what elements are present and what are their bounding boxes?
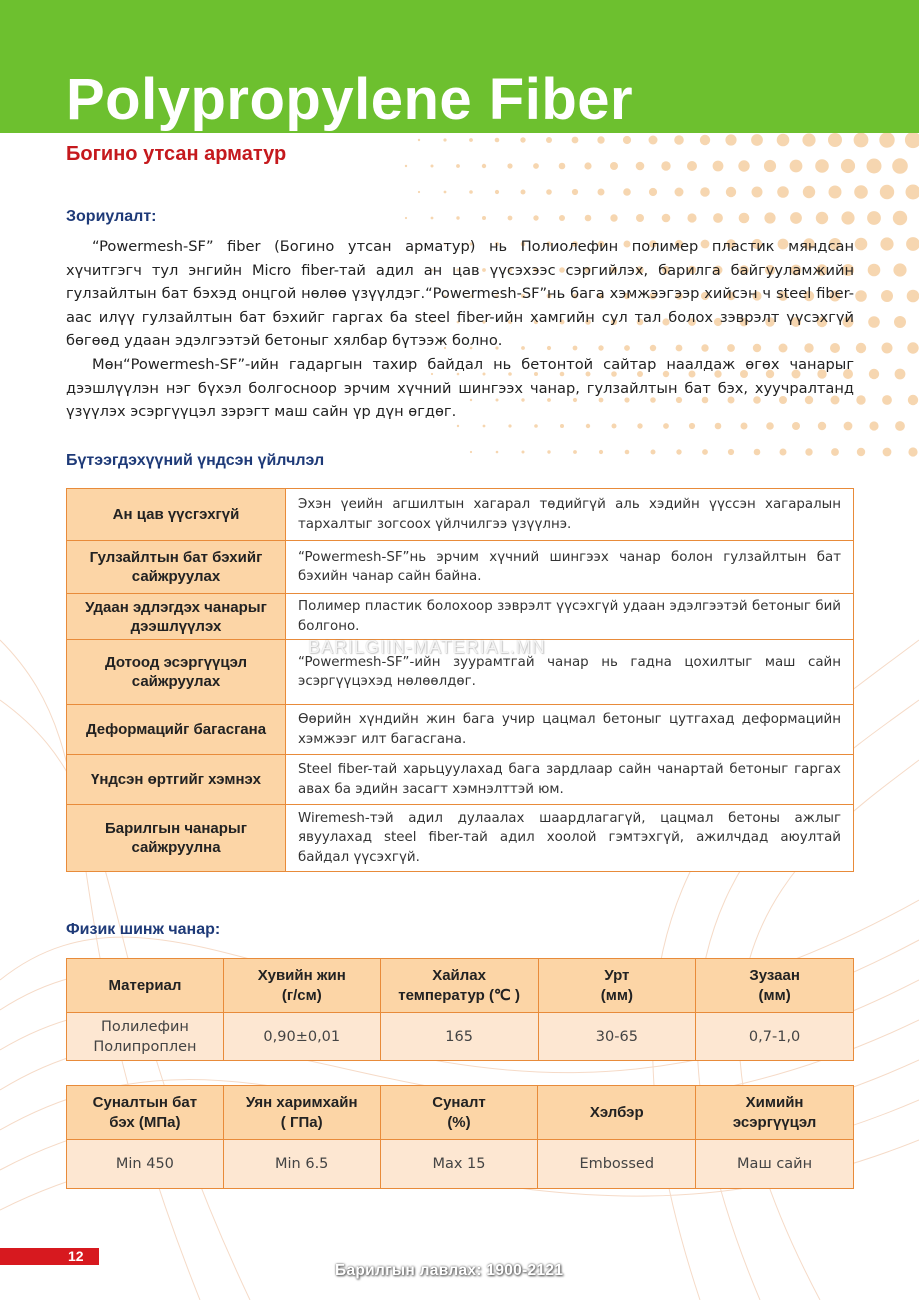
table-row [67, 805, 854, 872]
effects-table [66, 488, 854, 872]
spec-table-1 [66, 958, 854, 1061]
effect-key: Ан цав үүсгэхгүй [67, 489, 286, 541]
column-header: Зузаан (мм) [696, 959, 854, 1013]
watermark: BARILGIIN-MATERIAL.MN [308, 637, 546, 657]
footer-text: Барилгын лавлах: 1900-2121 [335, 1262, 564, 1279]
column-header: Материал [67, 959, 224, 1013]
table-cell: Min 450 [67, 1140, 224, 1189]
spec-table-2 [66, 1085, 854, 1189]
effect-value: Wiremesh-тэй адил дулаалах шаардлагагүй, цацмал бетоны ажлыг явуулахад steel fiber-тай адил хоолой гэмтэхгүй, ажилчдад аюултай байдал үүсэхгүй. [286, 805, 854, 872]
purpose-heading: Зориулалт: [66, 208, 157, 225]
page-title: Polypropylene Fiber [66, 67, 634, 132]
table-row [67, 705, 854, 755]
column-header: Суналтын бат бэх (МПа) [67, 1086, 224, 1140]
table-cell: Полилефин Полипроплен [67, 1013, 224, 1061]
physical-heading: Физик шинж чанар: [66, 921, 221, 938]
column-header: Суналт (%) [380, 1086, 538, 1140]
table-row [67, 755, 854, 805]
table-cell: 30-65 [538, 1013, 696, 1061]
effects-heading: Бүтээгдэхүүний үндсэн үйлчлэл [66, 452, 325, 469]
page-subtitle: Богино утсан арматур [66, 143, 287, 165]
column-header: Хэлбэр [538, 1086, 696, 1140]
page-number: 12 [68, 1248, 84, 1264]
table-cell: 0,90±0,01 [223, 1013, 380, 1061]
table-cell: Маш сайн [696, 1140, 854, 1189]
table-row [67, 489, 854, 541]
effect-key: Гулзайлтын бат бэхийг сайжруулах [67, 541, 286, 594]
column-header: Хайлах температур (℃ ) [380, 959, 538, 1013]
table-row [67, 1140, 854, 1189]
effect-value: Полимер пластик болохоор зэврэлт үүсэхгүй удаан эдэлгээтэй бетоныг бий болгоно. [286, 594, 854, 640]
effect-key: Дотоод эсэргүүцэл сайжруулах [67, 640, 286, 705]
effect-key: Үндсэн өртгийг хэмнэх [67, 755, 286, 805]
table-row [67, 1013, 854, 1061]
table-cell: Embossed [538, 1140, 696, 1189]
effect-value: “Powermesh-SF”-ийн зуурамтгай чанар нь гадна цохилтыг маш сайн эсэргүүцэхэд нөлөөлдөг. [286, 640, 854, 705]
purpose-paragraph-1: “Powermesh-SF” fiber (Богино утсан арматур) нь Полиолефин полимер пластик мяндсан хүчитгэгч тул энгийн Micro fiber-тай адил ан цав үүсэхээс сэргийлэх, барилга байгууламжийн гулзайлтын бат бэхэд онцгой нөлөө үзүүлдэг.“Powermesh-SF”нь бага хэмжээгээр хийсэн ч steel fiber-аас илүү гулзайлтын бат бэхийг гаргах ба steel fiber-ийн хамгийн сул тал болох зэврэлт үүсэхгүй бөгөөд удаан эдэлгээтэй бетоныг хялбар бүтээж болно. [66, 238, 854, 349]
column-header: Урт (мм) [538, 959, 696, 1013]
table-header-row [67, 959, 854, 1013]
effect-key: Барилгын чанарыг сайжруулна [67, 805, 286, 872]
effect-value: Эхэн үеийн агшилтын хагарал төдийгүй аль хэдийн үүссэн хагаралын тархалтыг зогсоох үйлчилгээ үзүүлнэ. [286, 489, 854, 541]
column-header: Химийн эсэргүүцэл [696, 1086, 854, 1140]
column-header: Хувийн жин (г/см) [223, 959, 380, 1013]
table-cell: Min 6.5 [223, 1140, 380, 1189]
table-cell: 0,7-1,0 [696, 1013, 854, 1061]
effect-key: Удаан эдлэгдэх чанарыг дээшлүүлэх [67, 594, 286, 640]
effect-value: Өөрийн хүндийн жин бага учир цацмал бетоныг цутгахад деформацийн хэмжээг илт багасгана. [286, 705, 854, 755]
table-row [67, 541, 854, 594]
table-cell: 165 [380, 1013, 538, 1061]
effect-value: “Powermesh-SF”нь эрчим хүчний шингээх чанар болон гулзайлтын бат бэхийн чанар сайн байна. [286, 541, 854, 594]
column-header: Уян харимхайн ( ГПа) [223, 1086, 380, 1140]
purpose-paragraph-2: Мөн“Powermesh-SF”-ийн гадаргын тахир байдал нь бетонтой сайтар наалдаж өгөх чанарыг дээшлүүлэн нэг бүхэл болгосноор эрчим хүчний шингээх чанар, гулзайлтын бат бэх, хуучралтанд үзүүлэх эсэргүүцэл зэрэгт маш сайн үр дүн өгдөг. [66, 356, 854, 420]
table-cell: Max 15 [380, 1140, 538, 1189]
effect-value: Steel fiber-тай харьцуулахад бага зардлаар сайн чанартай бетоныг гаргах авах ба эдийн засагт хэмнэлттэй юм. [286, 755, 854, 805]
table-row [67, 594, 854, 640]
table-header-row [67, 1086, 854, 1140]
effect-key: Деформацийг багасгана [67, 705, 286, 755]
